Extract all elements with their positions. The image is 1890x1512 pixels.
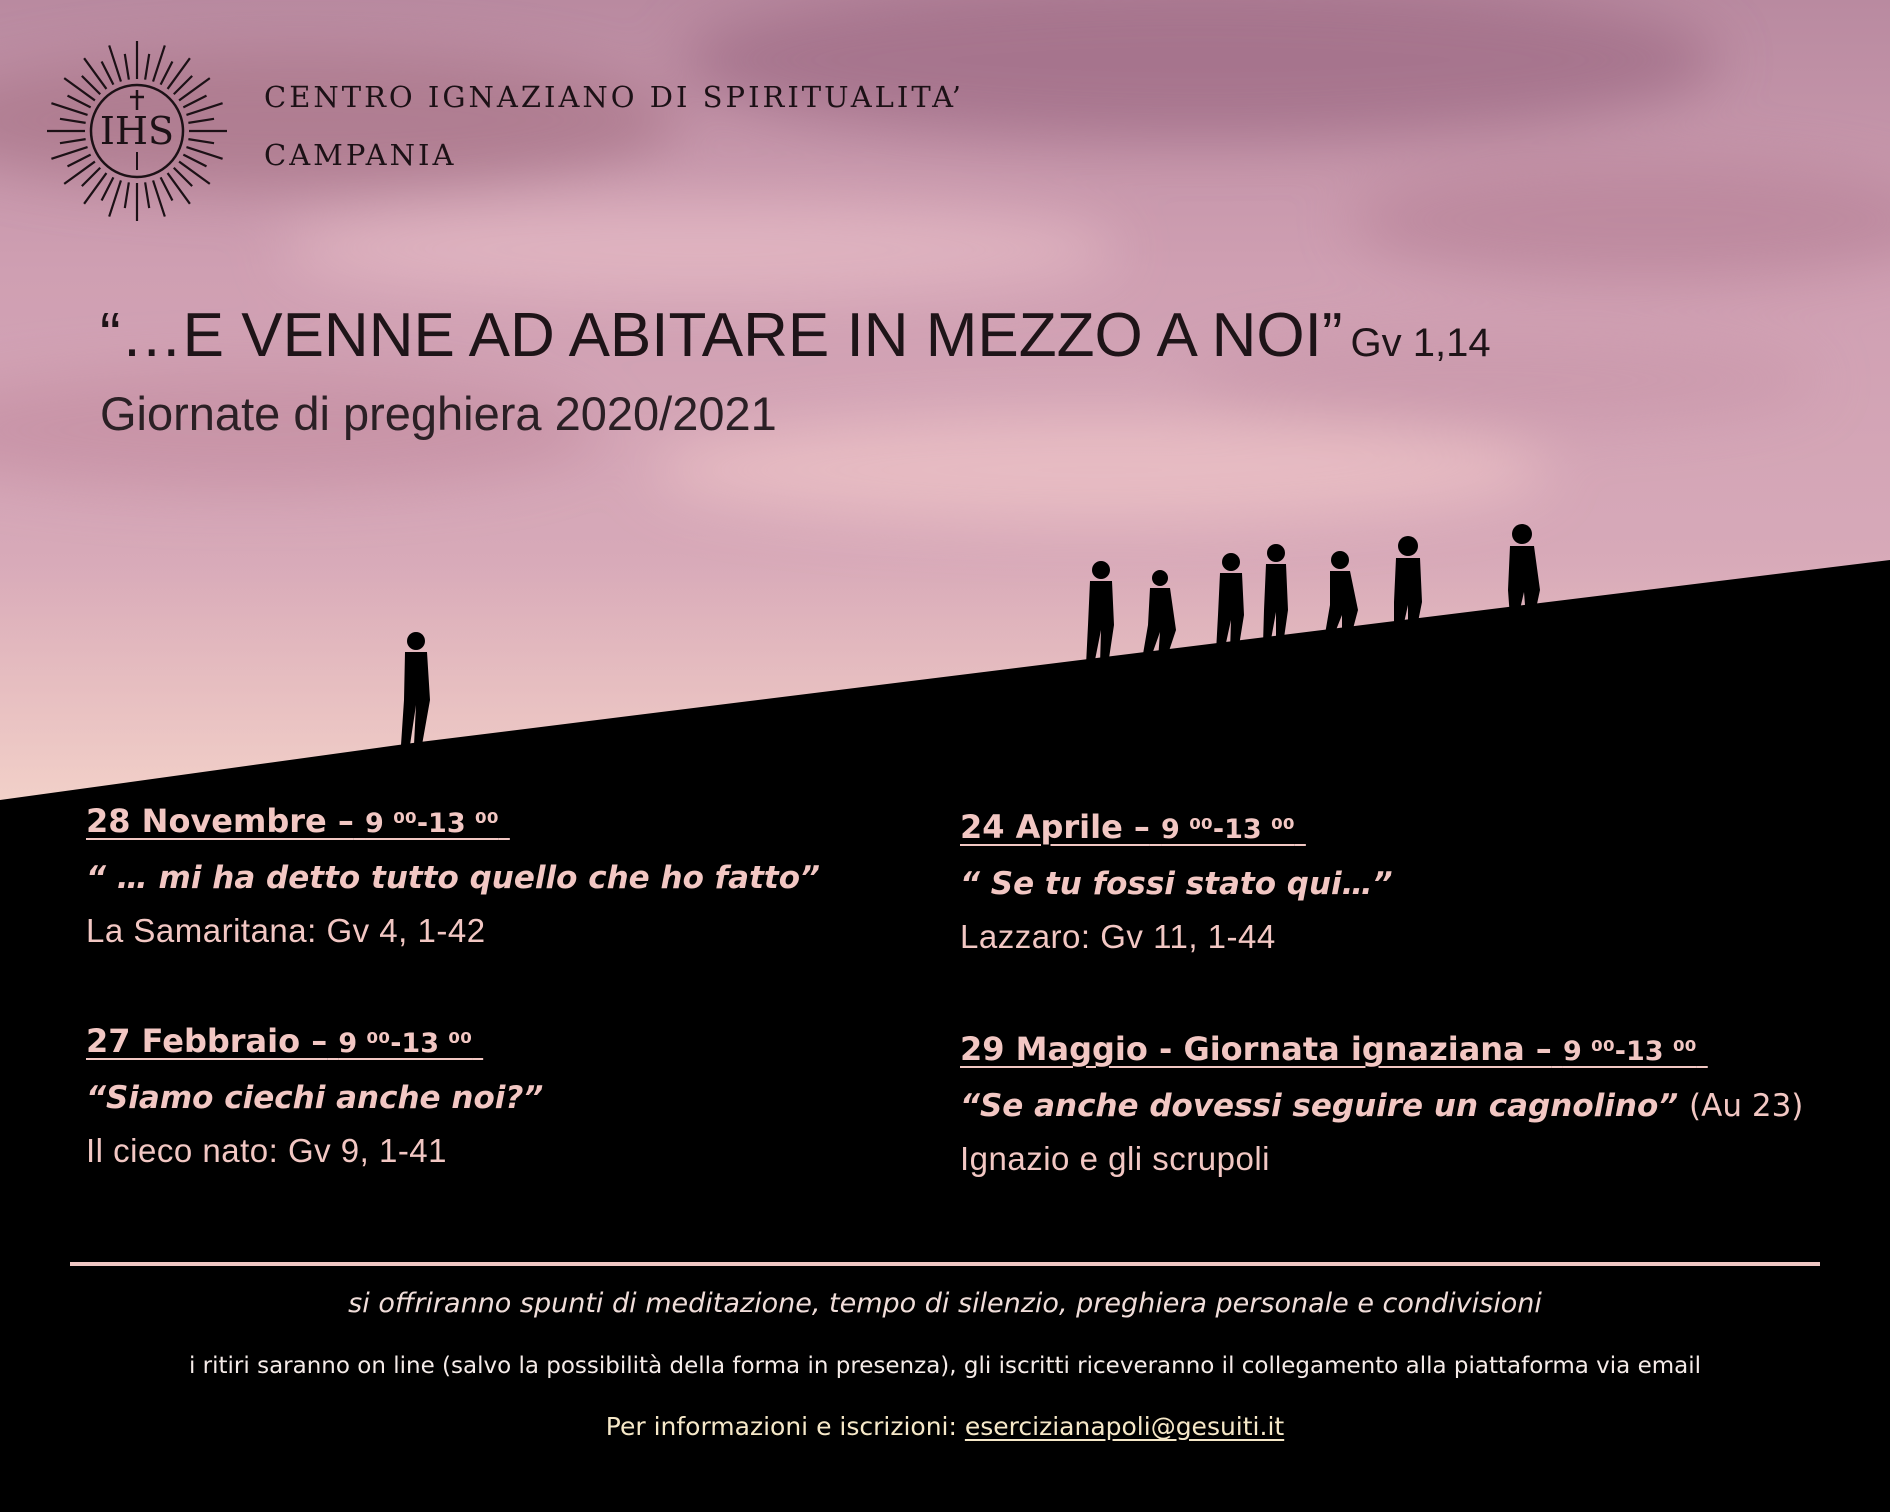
- event-item: [960, 808, 1393, 956]
- event-reference: Il cieco nato: Gv 9, 1-41: [86, 1132, 448, 1169]
- event-date-line: [960, 808, 1393, 846]
- seal-ray: [60, 119, 86, 123]
- subtitle: Giornate di preghiera 2020/2021: [100, 387, 777, 440]
- contact-label: Per informazioni e iscrizioni:: [605, 1412, 965, 1441]
- event-quote-line: [960, 1088, 1803, 1124]
- seal-ray: [82, 76, 100, 94]
- event-item: [86, 1022, 543, 1170]
- event-date: 27 Febbraio –: [86, 1022, 328, 1060]
- seal-ray: [188, 119, 214, 123]
- organization-name: CENTRO IGNAZIANO DI SPIRITUALITA’: [264, 80, 965, 114]
- seal-ray: [186, 103, 222, 115]
- event-date: 28 Novembre –: [86, 802, 354, 840]
- seal-ray: [82, 168, 100, 186]
- event-item: [960, 1030, 1803, 1178]
- seal-ray: [60, 139, 86, 143]
- event-quote: “Siamo ciechi anche noi?”: [86, 1080, 544, 1116]
- event-time: 9 ⁰⁰-13 ⁰⁰: [1562, 1036, 1697, 1067]
- seal-ray: [109, 45, 121, 81]
- event-reference: Ignazio e gli scrupoli: [960, 1140, 1270, 1177]
- event-item: [86, 802, 820, 950]
- footer-contact: [0, 1412, 1890, 1441]
- seal-ray: [145, 182, 149, 208]
- seal-ray: [161, 62, 173, 85]
- seal-ray: [186, 147, 222, 159]
- event-quote: “ Se tu fossi stato qui…”: [960, 866, 1393, 902]
- seal-ray: [102, 177, 114, 200]
- event-quote: “Se anche dovessi seguire un cagnolino”: [960, 1088, 1679, 1124]
- seal-ray: [174, 168, 192, 186]
- seal-ray: [102, 62, 114, 85]
- event-time: 9 ⁰⁰-13 ⁰⁰: [1161, 814, 1295, 845]
- seal-ray: [51, 103, 87, 115]
- ihs-seal-icon: [44, 38, 230, 224]
- seal-ray: [125, 54, 129, 80]
- organization-region: CAMPANIA: [264, 138, 457, 172]
- seal-ray: [109, 180, 121, 216]
- footer-description: si offriranno spunti di meditazione, tempo di silenzio, preghiera personale e condivisioni: [348, 1288, 1542, 1319]
- seal-ray: [161, 177, 173, 200]
- event-date-line: [86, 802, 820, 840]
- main-title: [100, 300, 1491, 371]
- event-quote-reference: (Au 23): [1689, 1088, 1804, 1124]
- seal-ray: [125, 182, 129, 208]
- title-text: “…E VENNE AD ABITARE IN MEZZO A NOI”: [100, 301, 1343, 370]
- event-reference: La Samaritana: Gv 4, 1-42: [86, 912, 486, 949]
- seal-ray: [68, 96, 91, 108]
- event-date-line: [86, 1022, 543, 1060]
- event-date: 24 Aprile –: [960, 808, 1150, 846]
- event-date: 29 Maggio - Giornata ignaziana –: [960, 1030, 1552, 1068]
- seal-ray: [145, 54, 149, 80]
- seal-letters: IHS: [99, 109, 175, 153]
- seal-ray: [51, 147, 87, 159]
- event-date-line: [960, 1030, 1803, 1068]
- event-time: 9 ⁰⁰-13 ⁰⁰: [338, 1028, 473, 1059]
- seal-ray: [174, 76, 192, 94]
- event-quote: “ … mi ha detto tutto quello che ho fatto”: [86, 860, 820, 896]
- footer-online-note: i ritiri saranno on line (salvo la possibilità della forma in presenza), gli iscritti riceveranno il collegamento alla piattaforma via email: [188, 1353, 1702, 1379]
- contact-email-link[interactable]: esercizianapoli@gesuiti.it: [964, 1412, 1285, 1441]
- seal-ray: [153, 180, 165, 216]
- title-reference: Gv 1,14: [1350, 321, 1491, 365]
- seal-ray: [188, 139, 214, 143]
- event-reference: Lazzaro: Gv 11, 1-44: [960, 918, 1276, 955]
- seal-ray: [183, 96, 206, 108]
- seal-ray: [153, 45, 165, 81]
- seal-ray: [68, 155, 91, 167]
- seal-ray: [183, 155, 206, 167]
- footer-divider: [70, 1262, 1820, 1266]
- event-time: 9 ⁰⁰-13 ⁰⁰: [365, 808, 499, 839]
